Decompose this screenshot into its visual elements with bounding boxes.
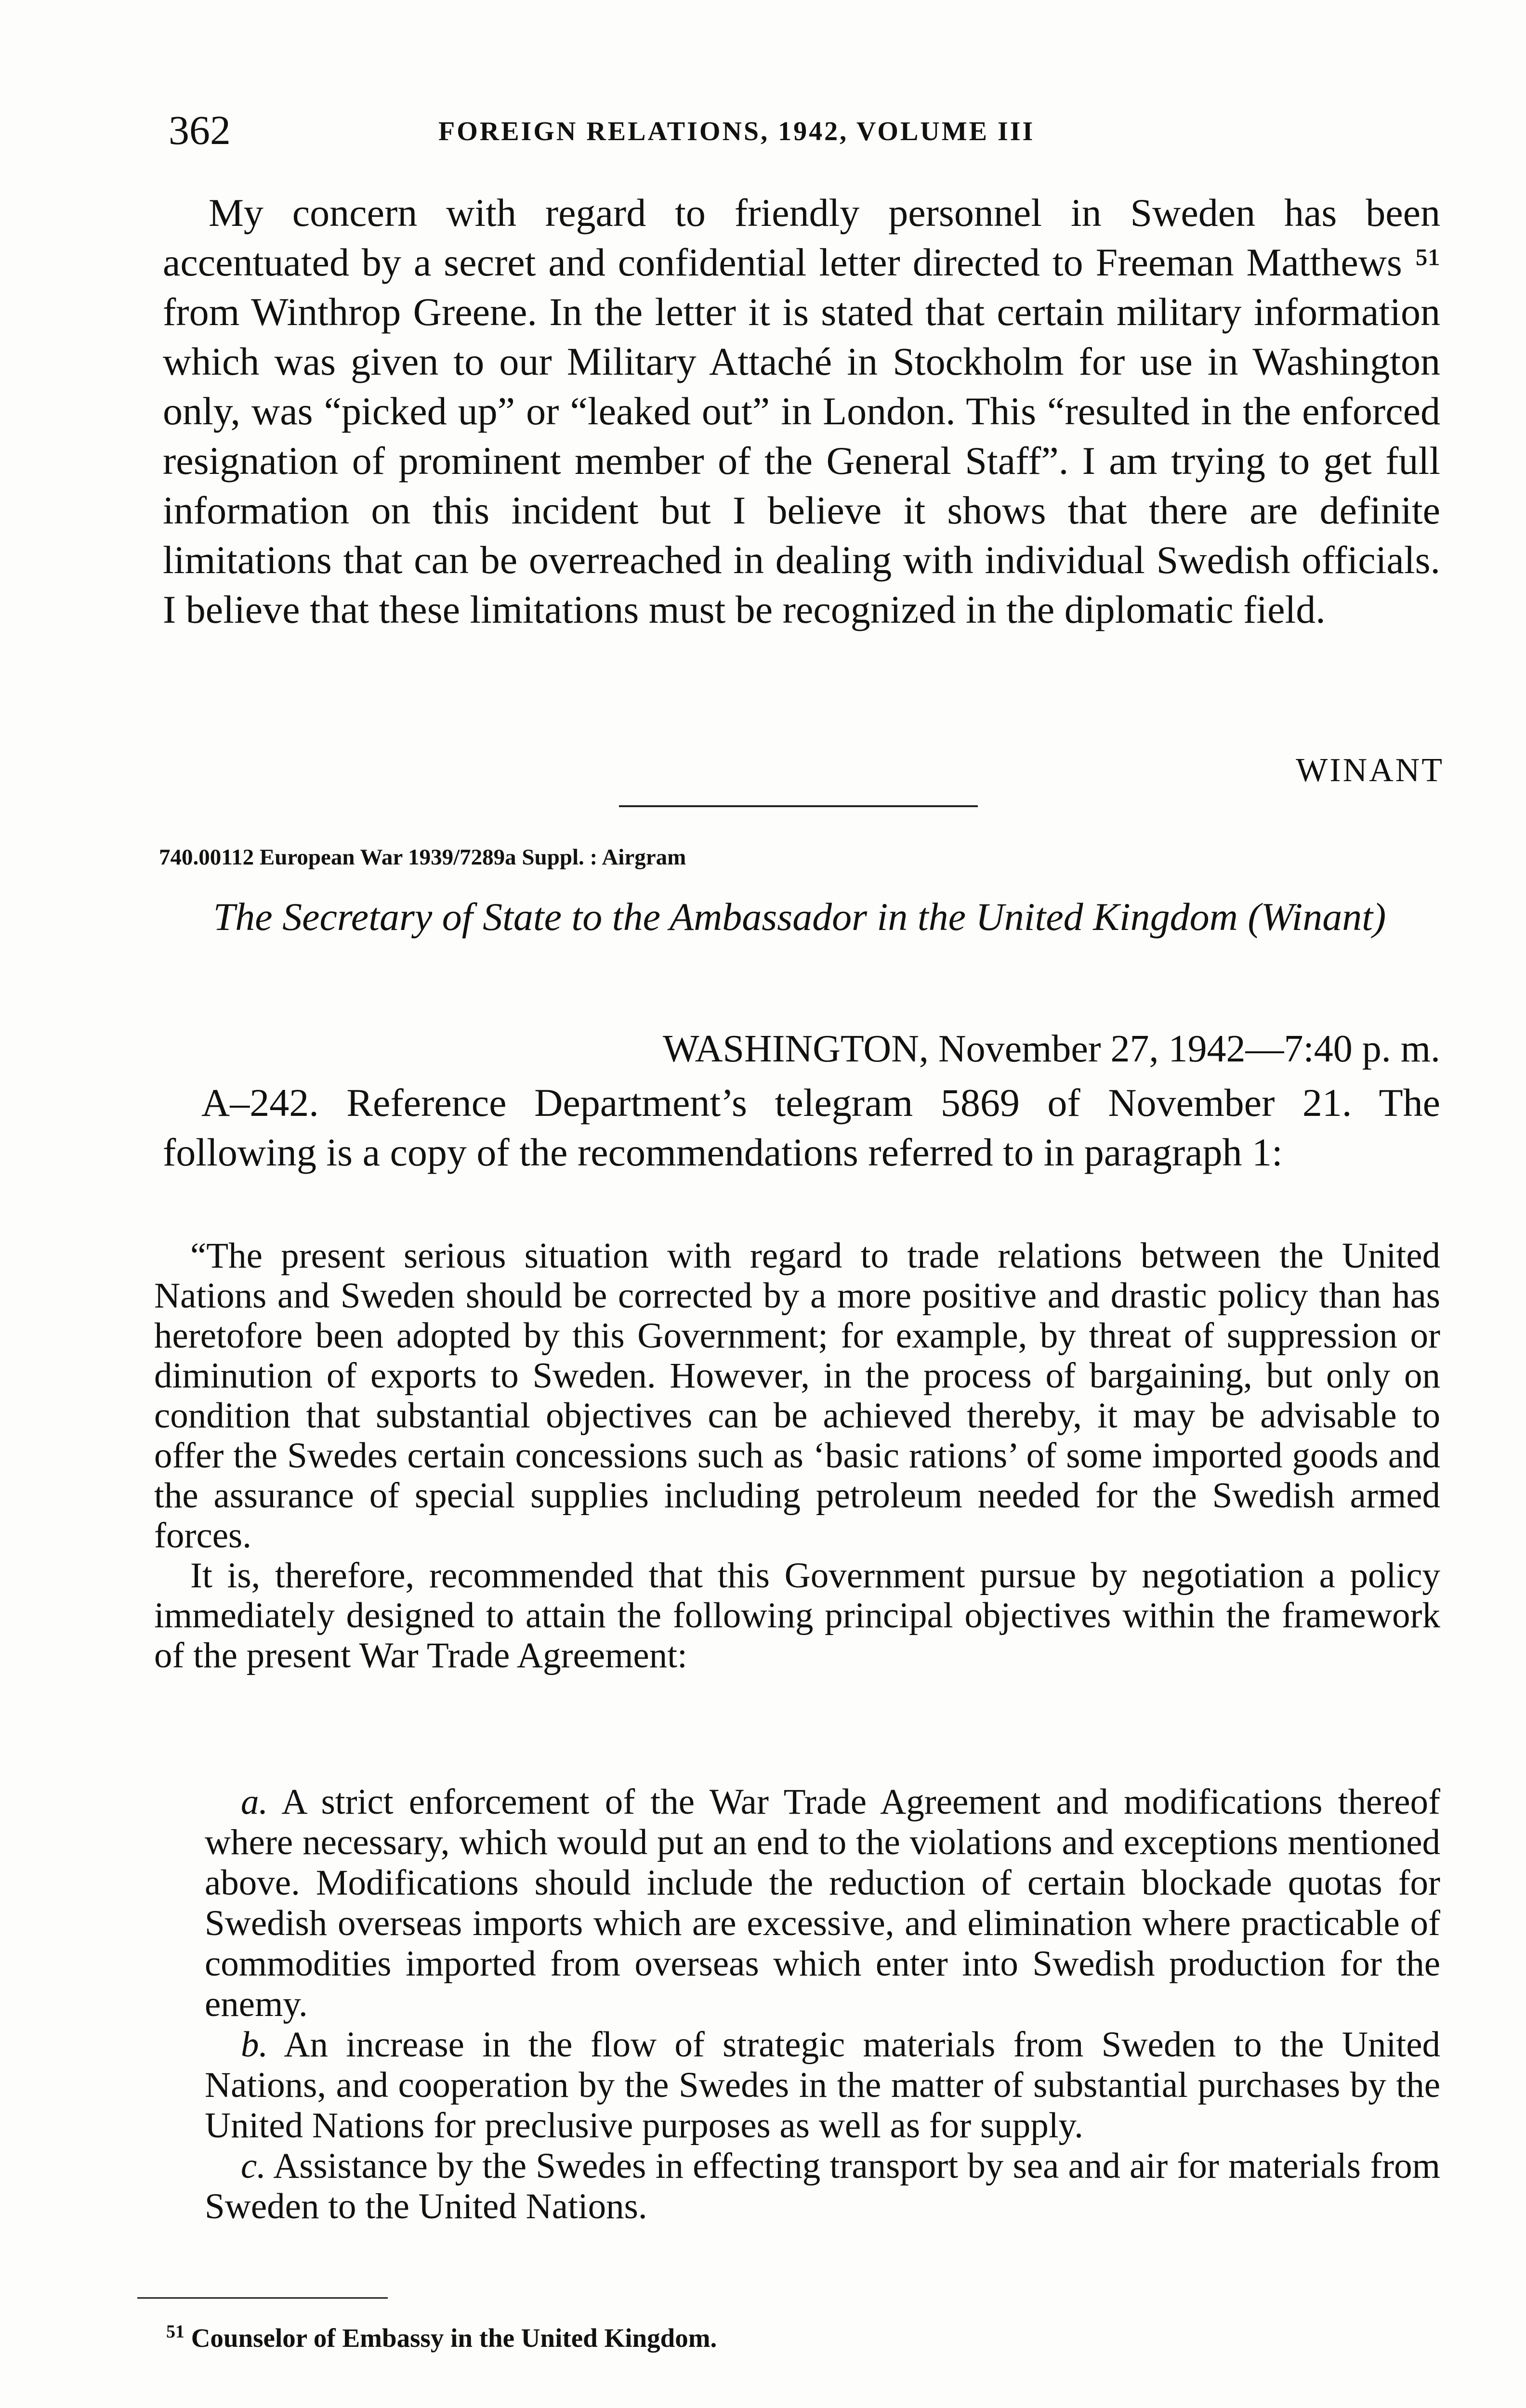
dateline: WASHINGTON, November 27, 1942—7:40 p. m. (663, 1028, 1440, 1070)
footnote-marker: 51 (166, 2321, 184, 2342)
intro-paragraph: My concern with regard to friendly personnel in Sweden has been accentuated by a secret and confidential letter directed to Freeman Matthews ⁵¹ from Winthrop Greene. In the letter it is stated that certain military information which was given to our Military Attaché in Stockholm for use in Washington only, was “picked up” or “leaked out” in London. This “resulted in the enforced resignation of prominent member of the General Staff”. I am trying to get full information on this incident but I believe it shows that there are definite limitations that can be overreached in dealing with individual Swedish officials. I believe that these limitations must be recognized in the diplomatic field. (163, 191, 1440, 631)
objective-item (205, 2025, 1440, 2146)
objective-text: A strict enforcement of the War Trade Agreement and modifications thereof where necessary, which would put an end to the violations and exceptions mentioned above. Modifications should include the reduction of certain blockade quotas for Swedish overseas imports which are excessive, and elimination where practicable of commodities imported from overseas which enter into Swedish production for the enemy. (205, 1782, 1440, 2024)
section-divider (619, 805, 978, 807)
signature: WINANT (1296, 752, 1444, 789)
footnote-rule (137, 2297, 388, 2299)
objective-separator (266, 2146, 273, 2186)
objective-item (205, 2146, 1440, 2227)
objective-text: Assistance by the Swedes in effecting transport by sea and air for materials from Sweden to the United Nations. (205, 2146, 1440, 2226)
footnote (166, 2319, 717, 2357)
objectives-list (205, 1782, 1440, 2227)
objective-text: An increase in the flow of strategic materials from Sweden to the United Nations, and cooperation by the Swedes in the matter of substantial purchases by the United Nations for preclusive purposes as well as for supply. (205, 2025, 1440, 2146)
page-header (169, 104, 1445, 161)
objective-separator (268, 1782, 281, 1822)
objective-item (205, 1782, 1440, 2025)
quote-paragraph: “The present serious situation with regard to trade relations between the United Nations and Sweden should be corrected by a more positive and drastic policy than has heretofore been adopted by this Government; for example, by threat of suppression or diminution of exports to Sweden. However, in the process of bargaining, but only on condition that substantial objectives can be achieved thereby, it may be advisable to offer the Swedes certain concessions such as ‘basic rations’ of some imported goods and the assurance of special supplies including petroleum needed for the Swedish armed forces. (154, 1236, 1440, 1556)
page-number: 362 (169, 107, 231, 153)
objective-separator (268, 2025, 284, 2065)
running-title: FOREIGN RELATIONS, 1942, VOLUME III (438, 117, 1035, 146)
objective-letter: c. (241, 2146, 266, 2186)
message-opening: A–242. Reference Department’s telegram 5869 of November 21. The following is a copy of the recommendations referred to in paragraph 1: (163, 1081, 1440, 1174)
document-title: The Secretary of State to the Ambassador in the United Kingdom (Winant) (213, 895, 1386, 939)
recommendations-quote (154, 1236, 1440, 1675)
footnote-text: Counselor of Embassy in the United Kingdom. (191, 2323, 717, 2353)
objective-letter: b. (241, 2025, 268, 2065)
objective-letter: a. (241, 1782, 268, 1822)
quote-paragraph: It is, therefore, recommended that this Government pursue by negotiation a policy immediately designed to attain the following principal objectives within the framework of the present War Trade Agreement: (154, 1556, 1440, 1675)
file-reference: 740.00112 European War 1939/7289a Suppl. : Airgram (159, 845, 686, 870)
